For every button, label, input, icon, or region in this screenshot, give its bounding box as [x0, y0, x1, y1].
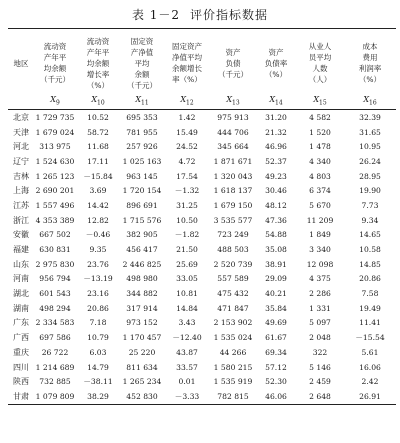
value-cell: 15.49: [176, 127, 198, 137]
value-cell: 313 975: [39, 142, 71, 152]
value-cell: 49.23: [265, 171, 287, 181]
table-body: [8, 110, 396, 405]
value-cell: 956 794: [39, 274, 71, 284]
value-cell: 2 286: [309, 289, 331, 299]
variable-symbol: $X_{13}$: [210, 95, 256, 110]
value-cell: 1 849: [309, 230, 331, 240]
value-cell: 40.21: [265, 289, 287, 299]
value-cell: 1 580 215: [213, 362, 253, 372]
value-cell: 1 214 689: [35, 362, 75, 372]
variable-symbol: $X_{16}$: [344, 95, 396, 110]
value-cell: 557 589: [217, 274, 249, 284]
value-cell: 19.49: [359, 303, 381, 313]
value-cell: 26.24: [359, 156, 381, 166]
value-cell: 10.81: [176, 289, 198, 299]
value-cell: 6.03: [89, 347, 107, 357]
value-cell: 24.52: [176, 142, 198, 152]
table-row: [8, 198, 396, 213]
value-cell: 10.79: [87, 333, 109, 343]
value-cell: 17.11: [87, 156, 109, 166]
value-cell: 1 320 043: [213, 171, 253, 181]
table-row: [8, 257, 396, 272]
variable-symbol: $X_{11}$: [120, 95, 164, 110]
value-cell: 3 340: [309, 245, 331, 255]
value-cell: 30.46: [265, 186, 287, 196]
region-cell: 江苏: [13, 200, 29, 210]
value-cell: 781 955: [126, 127, 158, 137]
value-cell: 14.65: [359, 230, 381, 240]
value-cell: 48.12: [265, 200, 287, 210]
table-row: [8, 183, 396, 198]
value-cell: 601 543: [39, 289, 71, 299]
value-cell: 17.54: [176, 171, 198, 181]
value-cell: 1 265 234: [122, 377, 162, 387]
variable-symbol: [8, 95, 34, 110]
value-cell: 14.79: [87, 362, 109, 372]
value-cell: 32.39: [359, 112, 381, 122]
table-row: [8, 272, 396, 287]
table-row: [8, 389, 396, 404]
header-cell: 资产 负债率 （%）: [256, 29, 296, 96]
value-cell: 10.95: [359, 142, 381, 152]
value-cell: 10.58: [359, 245, 381, 255]
value-cell: 3.43: [178, 318, 196, 328]
region-cell: 重庆: [13, 347, 29, 357]
value-cell: 382 905: [126, 230, 158, 240]
value-cell: 444 706: [217, 127, 249, 137]
header-cell: 从业人 员平均 人数 （人）: [296, 29, 344, 96]
value-cell: 1 520: [309, 127, 331, 137]
value-cell: 2 975 830: [35, 259, 75, 269]
header-cell: 流动资 产年平 均余额 （千元）: [34, 29, 76, 96]
value-cell: 1 679 024: [35, 127, 75, 137]
region-cell: 福建: [13, 245, 29, 255]
value-cell: 1 170 457: [122, 333, 162, 343]
value-cell: 14.85: [359, 259, 381, 269]
variable-symbol: $X_{10}$: [76, 95, 120, 110]
value-cell: 20.86: [359, 274, 381, 284]
value-cell: 5 670: [309, 200, 331, 210]
value-cell: 1 331: [309, 303, 331, 313]
value-cell: 1 618 137: [213, 186, 253, 196]
value-cell: －0.46: [85, 230, 111, 240]
header-cell: 资产 负债 （千元）: [210, 29, 256, 96]
value-cell: 1 729 735: [35, 112, 75, 122]
table-row: [8, 374, 396, 389]
region-cell: 辽宁: [13, 156, 29, 166]
value-cell: 1 524 630: [35, 156, 75, 166]
region-cell: 四川: [13, 362, 29, 372]
value-cell: －15.84: [83, 171, 113, 181]
region-cell: 北京: [13, 112, 29, 122]
variable-symbol: $X_{14}$: [256, 95, 296, 110]
value-cell: 4 340: [309, 156, 331, 166]
value-cell: 1 871 671: [213, 156, 253, 166]
variable-symbol: $X_{15}$: [296, 95, 344, 110]
value-cell: 498 980: [126, 274, 158, 284]
value-cell: 2.42: [361, 377, 379, 387]
value-cell: 7.73: [361, 200, 379, 210]
value-cell: 1 720 154: [122, 186, 162, 196]
value-cell: 2 446 825: [122, 259, 162, 269]
table-number: 表 1－2: [131, 8, 181, 22]
value-cell: 498 294: [39, 303, 71, 313]
value-cell: －38.11: [83, 377, 113, 387]
value-cell: 630 831: [39, 245, 71, 255]
value-cell: 23.76: [87, 259, 109, 269]
value-cell: 896 691: [126, 200, 158, 210]
value-cell: 2 048: [309, 333, 331, 343]
table-row: [8, 154, 396, 169]
table-row: [8, 213, 396, 228]
table-row: [8, 110, 396, 125]
value-cell: 21.32: [265, 127, 287, 137]
value-cell: 9.35: [89, 245, 107, 255]
value-cell: 38.91: [265, 259, 287, 269]
value-cell: 23.16: [87, 289, 109, 299]
value-cell: 11 209: [306, 215, 334, 225]
value-cell: 4 375: [309, 274, 331, 284]
region-cell: 广西: [13, 333, 29, 343]
value-cell: 2 459: [309, 377, 331, 387]
region-cell: 山东: [13, 259, 29, 269]
value-cell: 5 146: [309, 362, 331, 372]
value-cell: 61.67: [265, 333, 287, 343]
value-cell: 12.82: [87, 215, 109, 225]
value-cell: 26 722: [41, 347, 69, 357]
table-row: [8, 301, 396, 316]
value-cell: 12 098: [306, 259, 334, 269]
header-cell: 流动资 产年平 均余额 增长率 （%）: [76, 29, 120, 96]
value-cell: 11.68: [87, 142, 109, 152]
value-cell: 697 586: [39, 333, 71, 343]
value-cell: 1 265 123: [35, 171, 75, 181]
value-cell: 7.18: [89, 318, 107, 328]
table-row: [8, 316, 396, 331]
value-cell: 16.06: [359, 362, 381, 372]
value-cell: 14.42: [87, 200, 109, 210]
value-cell: 47.36: [265, 215, 287, 225]
value-cell: 10.52: [87, 112, 109, 122]
header-row: [8, 29, 396, 96]
region-cell: 河南: [13, 274, 29, 284]
value-cell: 732 885: [39, 377, 71, 387]
value-cell: 10.50: [176, 215, 198, 225]
value-cell: 28.95: [359, 171, 381, 181]
value-cell: 344 882: [126, 289, 158, 299]
value-cell: 33.05: [176, 274, 198, 284]
region-cell: 天津: [13, 127, 29, 137]
table-row: [8, 139, 396, 154]
value-cell: 46.96: [265, 142, 287, 152]
region-cell: 甘肃: [8, 389, 34, 404]
region-cell: 广东: [13, 318, 29, 328]
value-cell: 0.01: [178, 377, 196, 387]
value-cell: －13.19: [83, 274, 113, 284]
value-cell: 2 520 739: [213, 259, 253, 269]
table-title: 评价指标数据: [190, 8, 269, 22]
value-cell: 46.06: [256, 389, 296, 404]
table-row: [8, 125, 396, 140]
value-cell: 54.88: [265, 230, 287, 240]
table-row: [8, 169, 396, 184]
variable-symbol: $X_{12}$: [164, 95, 210, 110]
region-cell: 吉林: [13, 171, 29, 181]
value-cell: 475 432: [217, 289, 249, 299]
region-cell: 河北: [13, 142, 29, 152]
table-row: [8, 345, 396, 360]
table-row: [8, 330, 396, 345]
value-cell: 1 478: [309, 142, 331, 152]
value-cell: 1 535 024: [213, 333, 253, 343]
value-cell: 5.61: [361, 347, 379, 357]
value-cell: 7.58: [361, 289, 379, 299]
value-cell: 317 914: [126, 303, 158, 313]
value-cell: 31.25: [176, 200, 198, 210]
value-cell: 3.69: [89, 186, 107, 196]
value-cell: －15.54: [355, 333, 385, 343]
value-cell: 21.50: [176, 245, 198, 255]
value-cell: 322: [312, 347, 328, 357]
value-cell: 9.34: [361, 215, 379, 225]
region-cell: 湖北: [13, 289, 29, 299]
value-cell: 69.34: [265, 347, 287, 357]
value-cell: 26.91: [344, 389, 396, 404]
value-cell: 1 715 576: [122, 215, 162, 225]
region-cell: 安徽: [13, 230, 29, 240]
value-cell: 43.87: [176, 347, 198, 357]
value-cell: －12.40: [172, 333, 202, 343]
value-cell: 488 503: [217, 245, 249, 255]
value-cell: 3 535 577: [213, 215, 253, 225]
value-cell: 2 648: [296, 389, 344, 404]
value-cell: 695 353: [126, 112, 158, 122]
table-row: [8, 286, 396, 301]
value-cell: 973 152: [126, 318, 158, 328]
region-cell: 陕西: [13, 377, 29, 387]
value-cell: 11.41: [359, 318, 381, 328]
variable-symbol: $X_9$: [34, 95, 76, 110]
table-row: [8, 360, 396, 375]
value-cell: 31.20: [265, 112, 287, 122]
value-cell: 6 374: [309, 186, 331, 196]
value-cell: 723 249: [217, 230, 249, 240]
value-cell: 44 266: [219, 347, 247, 357]
value-cell: －1.32: [174, 186, 200, 196]
table-caption: [0, 6, 400, 23]
header-cell: 成本 费用 利润率 （%）: [344, 29, 396, 96]
value-cell: 456 417: [126, 245, 158, 255]
value-cell: 19.90: [359, 186, 381, 196]
value-cell: 2 334 583: [35, 318, 75, 328]
value-cell: 471 847: [217, 303, 249, 313]
value-cell: 4 353 389: [35, 215, 75, 225]
value-cell: 782 815: [210, 389, 256, 404]
value-cell: 811 634: [126, 362, 158, 372]
value-cell: 52.30: [265, 377, 287, 387]
variable-row: [8, 95, 396, 110]
value-cell: 38.29: [76, 389, 120, 404]
value-cell: －3.33: [164, 389, 210, 404]
value-cell: 35.08: [265, 245, 287, 255]
value-cell: 1 557 496: [35, 200, 75, 210]
value-cell: 57.12: [265, 362, 287, 372]
value-cell: 58.72: [87, 127, 109, 137]
header-region: 地区: [8, 29, 34, 96]
value-cell: 5 097: [309, 318, 331, 328]
table-row: [8, 228, 396, 243]
value-cell: 31.65: [359, 127, 381, 137]
value-cell: 52.37: [265, 156, 287, 166]
value-cell: 4 582: [309, 112, 331, 122]
value-cell: 1 679 150: [213, 200, 253, 210]
region-cell: 湖南: [13, 303, 29, 313]
value-cell: 35.84: [265, 303, 287, 313]
value-cell: 4 803: [309, 171, 331, 181]
value-cell: 2 690 201: [35, 186, 75, 196]
value-cell: 49.69: [265, 318, 287, 328]
indicator-table: [8, 28, 396, 405]
value-cell: 1 535 919: [213, 377, 253, 387]
value-cell: 345 664: [217, 142, 249, 152]
value-cell: 29.09: [265, 274, 287, 284]
value-cell: 452 830: [120, 389, 164, 404]
value-cell: 667 502: [39, 230, 71, 240]
table-row: [8, 242, 396, 257]
value-cell: 975 913: [217, 112, 249, 122]
value-cell: 2 153 902: [213, 318, 253, 328]
value-cell: 25 220: [128, 347, 156, 357]
value-cell: 33.57: [176, 362, 198, 372]
value-cell: 4.72: [178, 156, 196, 166]
value-cell: 1 025 163: [122, 156, 162, 166]
value-cell: －1.82: [174, 230, 200, 240]
region-cell: 浙江: [13, 215, 29, 225]
header-cell: 固定资 产净值 平均 余额 （千元）: [120, 29, 164, 96]
header-cell: 固定资产 净值平均 余额增长 率（%）: [164, 29, 210, 96]
value-cell: 1.42: [178, 112, 196, 122]
value-cell: 1 079 809: [34, 389, 76, 404]
value-cell: 14.84: [176, 303, 198, 313]
value-cell: 25.69: [176, 259, 198, 269]
region-cell: 上海: [13, 186, 29, 196]
value-cell: 963 145: [126, 171, 158, 181]
value-cell: 257 926: [126, 142, 158, 152]
value-cell: 20.86: [87, 303, 109, 313]
